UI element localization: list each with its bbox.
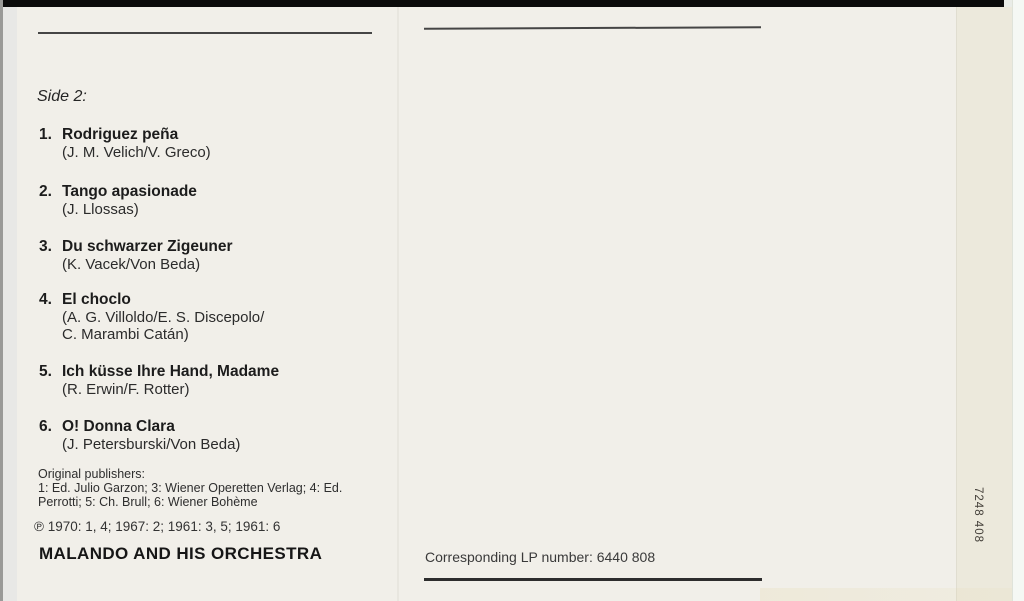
card-spine-area xyxy=(956,7,1013,601)
scan-border-top xyxy=(0,0,1004,7)
track-number: 4. xyxy=(39,291,52,308)
track-title: Rodriguez peña xyxy=(62,126,179,143)
track-number: 2. xyxy=(39,183,52,200)
track-credit: (K. Vacek/Von Beda) xyxy=(62,256,201,273)
divider-line-right-panel-top xyxy=(424,26,761,29)
track-credit: (J. M. Velich/V. Greco) xyxy=(62,144,211,161)
track-credit: (A. G. Villoldo/E. S. Discepolo/ xyxy=(62,309,265,326)
track-credit: (J. Llossas) xyxy=(62,201,139,218)
track-item xyxy=(39,238,233,273)
track-text xyxy=(62,183,197,218)
track-credit: C. Marambi Catán) xyxy=(62,326,189,343)
track-title: Ich küsse Ihre Hand, Madame xyxy=(62,363,280,380)
scan-shadow-bottom xyxy=(760,588,1012,601)
artist-name: MALANDO AND HIS ORCHESTRA xyxy=(39,544,323,563)
track-text xyxy=(62,363,279,398)
spine-catalogue-number: 7248 408 xyxy=(972,487,984,543)
scan-border-right xyxy=(1012,0,1024,601)
track-item xyxy=(39,418,240,453)
track-text xyxy=(62,238,233,273)
phonogram-copyright-line: ℗ 1970: 1, 4; 1967: 2; 1961: 3, 5; 1961: 6 xyxy=(34,519,281,534)
publishers-line: Perrotti; 5: Ch. Brull; 6: Wiener Bohème xyxy=(38,495,258,509)
publishers-line: 1: Ed. Julio Garzon; 3: Wiener Operetten Verlag; 4: Ed. xyxy=(38,481,343,495)
track-number: 1. xyxy=(39,126,52,143)
card-fold-crease xyxy=(397,7,399,601)
scan-border-left xyxy=(3,7,17,601)
track-title: El choclo xyxy=(62,291,131,308)
lp-number-note: Corresponding LP number: 6440 808 xyxy=(425,549,656,565)
divider-line-left-panel-top xyxy=(38,32,372,34)
track-credit: (J. Petersburski/Von Beda) xyxy=(62,436,241,453)
track-credit: (R. Erwin/F. Rotter) xyxy=(62,381,190,398)
publishers-heading: Original publishers: xyxy=(38,467,145,481)
track-number: 6. xyxy=(39,418,52,435)
divider-line-right-panel-bottom xyxy=(424,578,762,581)
track-title: Tango apasionade xyxy=(62,183,197,200)
track-number: 5. xyxy=(39,363,52,380)
track-item xyxy=(39,126,211,161)
track-item xyxy=(39,363,279,398)
track-title: Du schwarzer Zigeuner xyxy=(62,238,233,255)
track-item xyxy=(39,291,264,343)
track-text xyxy=(62,418,240,453)
track-title: O! Donna Clara xyxy=(62,418,175,435)
track-item xyxy=(39,183,197,218)
track-number: 3. xyxy=(39,238,52,255)
track-text xyxy=(62,126,211,161)
side-label: Side 2: xyxy=(37,88,87,105)
track-text xyxy=(62,291,264,343)
